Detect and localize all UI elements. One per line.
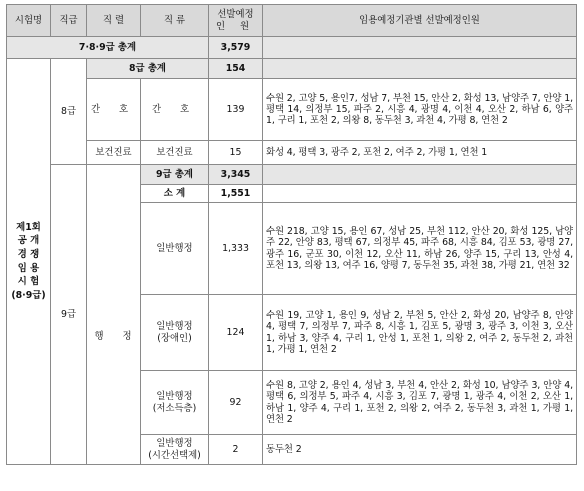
header-series: 직 렬 xyxy=(87,5,141,37)
class-disabled-line2: (장애인) xyxy=(157,332,192,344)
exam-name-cell xyxy=(7,59,51,465)
class-low-income-line1: 일반행정 xyxy=(156,391,193,403)
class-part-time xyxy=(141,435,209,465)
header-count-line2: 인 원 xyxy=(215,20,256,32)
grade9-series-blank xyxy=(87,165,141,465)
detail-health-care: 화성 4, 평택 3, 광주 2, 포천 2, 여주 2, 가평 1, 연천 1 xyxy=(263,141,577,165)
detail-nursing: 수원 2, 고양 5, 용인7, 성남 7, 부천 15, 안산 2, 화성 13, 남양주 7, 안양 1, 평택 14, 의정부 15, 파주 2, 시흥 4, 광명 4, 이천 4, 오산 2, 하남 6, 양주 1, 구리 1, 포천 2, 의왕 8, 동두천 3, 과천 4, 가평 8, 연천 2 xyxy=(263,79,577,141)
exam-line6: (8·9급) xyxy=(11,289,46,301)
class-disabled xyxy=(141,295,209,371)
count-nursing: 139 xyxy=(209,79,263,141)
grade9-cell: 9급 xyxy=(51,165,87,465)
class-disabled-line1: 일반행정 xyxy=(156,321,193,333)
count-low-income: 92 xyxy=(209,371,263,435)
class-general-admin-line1: 일반행정 xyxy=(156,242,193,254)
header-count-line1: 선발예정 xyxy=(217,9,254,21)
class-general-admin xyxy=(141,203,209,295)
grand-total-value: 3,579 xyxy=(209,37,263,59)
exam-line4: 임 용 xyxy=(17,262,40,274)
header-grade: 직급 xyxy=(51,5,87,37)
class-health-care: 보건진료 xyxy=(141,141,209,165)
grade8-total-label: 8급 총계 xyxy=(87,59,209,79)
grade9-series-label: 행 정 xyxy=(94,331,140,342)
recruitment-table xyxy=(6,4,577,465)
count-health-care: 15 xyxy=(209,141,263,165)
grade9-total-label: 9급 총계 xyxy=(141,165,209,185)
count-part-time: 2 xyxy=(209,435,263,465)
subtotal-label: 소 계 xyxy=(141,185,209,203)
class-nursing: 간 호 xyxy=(141,79,209,141)
detail-general-admin: 수원 218, 고양 15, 용인 67, 성남 25, 부천 112, 안산 20, 화성 125, 남양주 22, 안양 83, 평택 67, 의정부 45, 파주 68, 시흥 84, 김포 53, 광명 27, 광주 16, 군포 30, 이천 12, 오산 11, 하남 26, 양주 15, 구리 13, 안성 4, 포천 13, 의왕 13, 여주 16, 양평 7, 동두천 35, 과천 38, 가평 21, 연천 32 xyxy=(263,203,577,295)
class-low-income xyxy=(141,371,209,435)
table-row xyxy=(7,79,577,141)
count-disabled: 124 xyxy=(209,295,263,371)
grand-total-row xyxy=(7,37,577,59)
grade8-total-row xyxy=(7,59,577,79)
header-count xyxy=(209,5,263,37)
grade8-total-value: 154 xyxy=(209,59,263,79)
grand-total-label: 7·8·9급 총계 xyxy=(7,37,209,59)
header-agency: 임용예정기관별 선발예정인원 xyxy=(263,5,577,37)
detail-low-income: 수원 8, 고양 2, 용인 4, 성남 3, 부천 4, 안산 2, 화성 10, 남양주 3, 안양 4, 평택 6, 의정부 5, 파주 4, 시흥 3, 김포 7, 광명 1, 광주 4, 이천 2, 오산 1, 하남 1, 양주 4, 구리 1, 포천 2, 의왕 2, 여주 2, 동두천 3, 과천 1, 가평 1, 연천 2 xyxy=(263,371,577,435)
class-part-time-line2: (시간선택제) xyxy=(148,449,201,461)
grade9-total-blank xyxy=(263,165,577,185)
exam-line5: 시 험 xyxy=(17,276,40,288)
table-row xyxy=(7,141,577,165)
grade8-total-blank xyxy=(263,59,577,79)
grade8-cell: 8급 xyxy=(51,59,87,165)
header-exam-name: 시험명 xyxy=(7,5,51,37)
subtotal-blank xyxy=(263,185,577,203)
grade9-total-row xyxy=(7,165,577,185)
subtotal-value: 1,551 xyxy=(209,185,263,203)
table-header-row xyxy=(7,5,577,37)
exam-line3: 경 쟁 xyxy=(17,248,40,260)
detail-part-time: 동두천 2 xyxy=(263,435,577,465)
series-health-care: 보건진료 xyxy=(87,141,141,165)
class-part-time-line1: 일반행정 xyxy=(156,438,193,450)
class-low-income-line2: (저소득층) xyxy=(152,402,197,414)
header-class: 직 류 xyxy=(141,5,209,37)
detail-disabled: 수원 19, 고양 1, 용인 9, 성남 2, 부천 5, 안산 2, 화성 20, 남양주 8, 안양 4, 평택 7, 의정부 7, 파주 8, 시흥 1, 김포 5, 광명 3, 광주 3, 이천 3, 오산 1, 하남 3, 양주 4, 구리 1, 안성 1, 포천 1, 의왕 2, 여주 2, 동두천 2, 과천 1, 가평 1, 연천 2 xyxy=(263,295,577,371)
exam-line1: 제1회 xyxy=(16,221,41,233)
count-general-admin: 1,333 xyxy=(209,203,263,295)
exam-line2: 공 개 xyxy=(17,235,40,247)
grade9-total-value: 3,345 xyxy=(209,165,263,185)
series-nursing: 간 호 xyxy=(87,79,141,141)
grand-total-blank xyxy=(263,37,577,59)
